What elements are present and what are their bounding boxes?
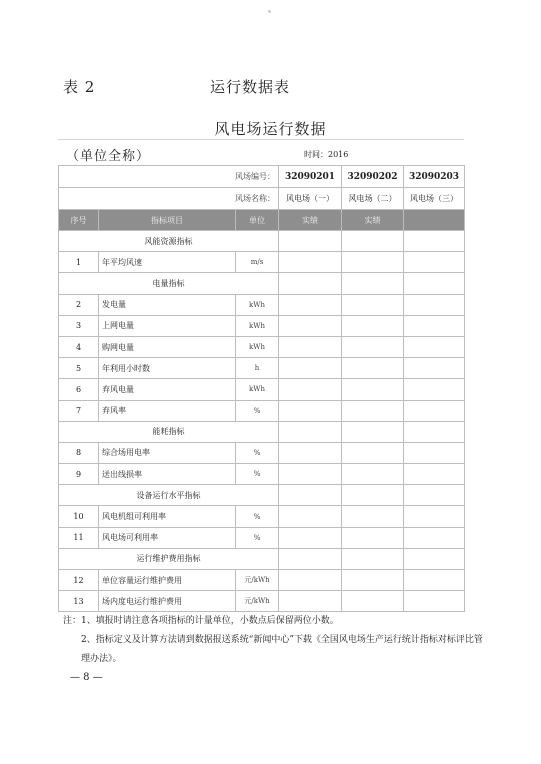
row-item: 发电量	[99, 294, 236, 315]
row-seq: 9	[59, 464, 99, 485]
row-seq: 1	[59, 252, 99, 273]
value-cell	[279, 464, 342, 485]
section-title: 风能资源指标	[59, 231, 279, 252]
unit-name: （单位全称）	[66, 149, 151, 164]
row-item: 年利用小时数	[99, 358, 236, 379]
value-cell	[342, 358, 404, 379]
report-time: 时间：2016	[304, 150, 349, 159]
value-cell	[404, 252, 465, 273]
row-unit: kWh	[236, 294, 279, 315]
indicator-row	[59, 442, 465, 463]
section-title: 设备运行水平指标	[59, 485, 279, 506]
value-cell	[404, 336, 465, 357]
row-seq: 3	[59, 315, 99, 336]
unit-line	[58, 145, 464, 165]
row-unit: h	[236, 358, 279, 379]
document-title: 运行数据表	[210, 78, 291, 96]
header-blank	[404, 210, 465, 231]
value-cell	[342, 421, 404, 442]
value-cell	[342, 400, 404, 421]
row-unit: kWh	[236, 336, 279, 357]
farm-code-row	[59, 166, 465, 188]
value-cell	[342, 273, 404, 294]
value-cell	[279, 315, 342, 336]
value-cell	[404, 231, 465, 252]
row-unit: %	[236, 400, 279, 421]
value-cell	[342, 442, 404, 463]
indicator-row	[59, 379, 465, 400]
row-item: 场内度电运行维护费用	[99, 591, 236, 612]
value-cell	[342, 485, 404, 506]
row-seq: 6	[59, 379, 99, 400]
value-cell	[279, 294, 342, 315]
value-cell	[279, 527, 342, 548]
value-cell	[279, 548, 342, 569]
row-seq: 13	[59, 591, 99, 612]
header-actual-2: 实绩	[342, 210, 404, 231]
value-cell	[279, 485, 342, 506]
row-unit: kWh	[236, 379, 279, 400]
row-seq: 11	[59, 527, 99, 548]
value-cell	[404, 527, 465, 548]
header-actual-1: 实绩	[279, 210, 342, 231]
indicator-row	[59, 315, 465, 336]
section-row	[59, 421, 465, 442]
column-header-row	[59, 210, 465, 231]
value-cell	[404, 442, 465, 463]
indicator-row	[59, 570, 465, 591]
section-row	[59, 273, 465, 294]
value-cell	[279, 506, 342, 527]
row-unit: 元/kWh	[236, 591, 279, 612]
header-item: 指标项目	[99, 210, 236, 231]
value-cell	[342, 294, 404, 315]
value-cell	[404, 273, 465, 294]
operation-data-table	[58, 165, 465, 612]
title-rule	[58, 139, 464, 140]
row-item: 送出线损率	[99, 464, 236, 485]
row-unit: %	[236, 506, 279, 527]
value-cell	[279, 231, 342, 252]
value-cell	[342, 336, 404, 357]
row-unit: m/s	[236, 252, 279, 273]
section-title: 能耗指标	[59, 421, 279, 442]
farm-code-2: 32090202	[342, 166, 404, 188]
value-cell	[279, 273, 342, 294]
value-cell	[342, 315, 404, 336]
value-cell	[404, 358, 465, 379]
row-item: 风电场可利用率	[99, 527, 236, 548]
farm-code-3: 32090203	[404, 166, 465, 188]
row-seq: 12	[59, 570, 99, 591]
indicator-row	[59, 464, 465, 485]
farm-name-row	[59, 188, 465, 210]
row-unit: %	[236, 442, 279, 463]
value-cell	[404, 379, 465, 400]
value-cell	[342, 527, 404, 548]
indicator-row	[59, 336, 465, 357]
value-cell	[342, 231, 404, 252]
row-seq: 4	[59, 336, 99, 357]
table-label: 表 2	[63, 78, 96, 96]
row-item: 单位容量运行维护费用	[99, 570, 236, 591]
section-title: 电量指标	[59, 273, 279, 294]
value-cell	[342, 570, 404, 591]
farm-code-label: 风场编号：	[59, 166, 279, 188]
value-cell	[404, 315, 465, 336]
value-cell	[404, 570, 465, 591]
row-item: 上网电量	[99, 315, 236, 336]
value-cell	[404, 506, 465, 527]
indicator-row	[59, 400, 465, 421]
value-cell	[404, 464, 465, 485]
value-cell	[279, 421, 342, 442]
section-row	[59, 548, 465, 569]
row-item: 综合场用电率	[99, 442, 236, 463]
row-unit: %	[236, 527, 279, 548]
row-seq: 8	[59, 442, 99, 463]
section-row	[59, 231, 465, 252]
value-cell	[342, 252, 404, 273]
value-cell	[279, 358, 342, 379]
indicator-row	[59, 252, 465, 273]
value-cell	[404, 421, 465, 442]
value-cell	[342, 548, 404, 569]
form-title: 风电场运行数据	[214, 120, 327, 138]
farm-code-1: 32090201	[279, 166, 342, 188]
farm-name-2: 风电场（二）	[342, 188, 404, 210]
indicator-row	[59, 527, 465, 548]
value-cell	[404, 548, 465, 569]
value-cell	[404, 485, 465, 506]
scan-speck	[268, 10, 271, 13]
row-unit: 元/kWh	[236, 570, 279, 591]
section-row	[59, 485, 465, 506]
row-item: 风电机组可利用率	[99, 506, 236, 527]
value-cell	[404, 294, 465, 315]
farm-name-3: 风电场（三）	[404, 188, 465, 210]
value-cell	[279, 591, 342, 612]
value-cell	[342, 464, 404, 485]
value-cell	[279, 570, 342, 591]
value-cell	[279, 336, 342, 357]
indicator-row	[59, 294, 465, 315]
value-cell	[342, 591, 404, 612]
note-1: 注：1、填报时请注意各项指标的计量单位，小数点后保留两位小数。	[63, 616, 339, 626]
header-unit: 单位	[236, 210, 279, 231]
value-cell	[404, 591, 465, 612]
row-seq: 2	[59, 294, 99, 315]
row-seq: 5	[59, 358, 99, 379]
value-cell	[279, 400, 342, 421]
indicator-row	[59, 506, 465, 527]
indicator-row	[59, 358, 465, 379]
notes	[63, 612, 483, 669]
value-cell	[279, 252, 342, 273]
value-cell	[279, 442, 342, 463]
farm-name-1: 风电场（一）	[279, 188, 342, 210]
row-item: 弃风率	[99, 400, 236, 421]
page-number: — 8 —	[70, 672, 103, 683]
value-cell	[404, 400, 465, 421]
note-2: 2、指标定义及计算方法请到数据报送系统“新闻中心”下载《全国风电场生产运行统计指标对标评比管理办法》。	[81, 635, 483, 664]
value-cell	[342, 506, 404, 527]
value-cell	[279, 379, 342, 400]
row-item: 年平均风速	[99, 252, 236, 273]
value-cell	[342, 379, 404, 400]
indicator-row	[59, 591, 465, 612]
row-seq: 7	[59, 400, 99, 421]
farm-name-label: 风场名称：	[59, 188, 279, 210]
row-seq: 10	[59, 506, 99, 527]
row-unit: %	[236, 464, 279, 485]
row-item: 购网电量	[99, 336, 236, 357]
row-unit: kWh	[236, 315, 279, 336]
header-seq: 序号	[59, 210, 99, 231]
section-title: 运行维护费用指标	[59, 548, 279, 569]
row-item: 弃风电量	[99, 379, 236, 400]
